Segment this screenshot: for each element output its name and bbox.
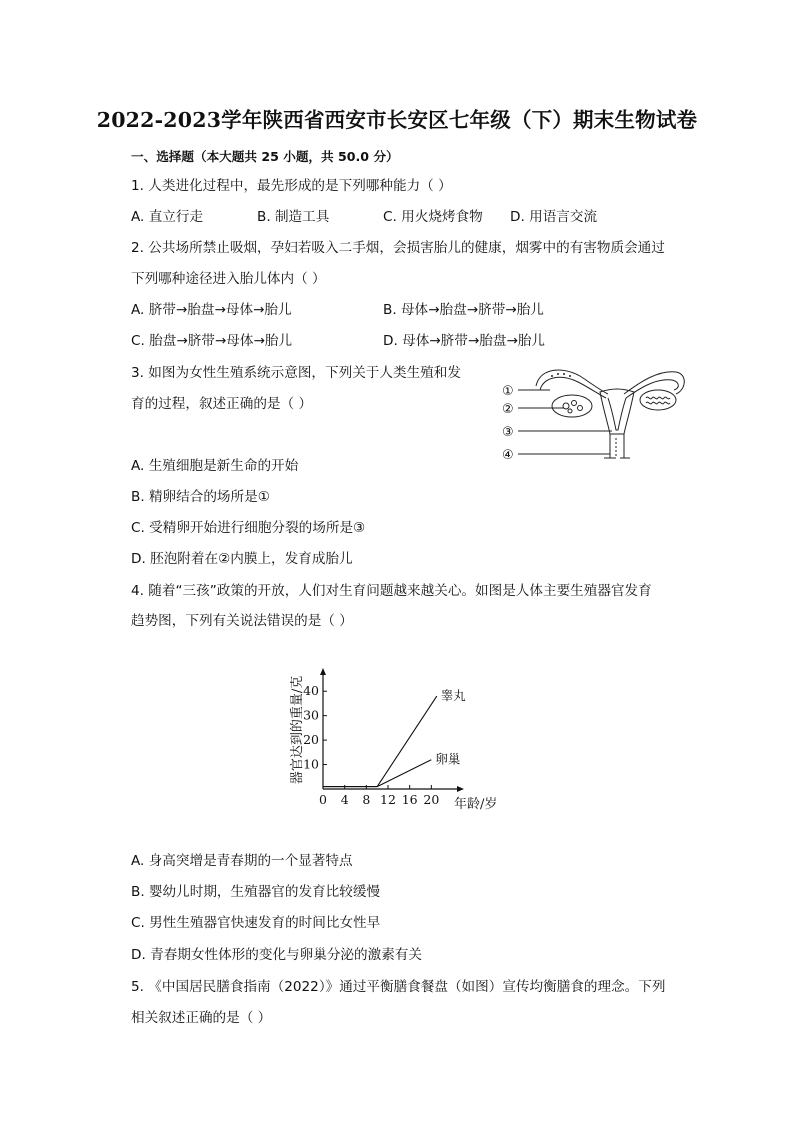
- section-heading: 一、选择题（本大题共 25 小题，共 50.0 分）: [131, 149, 399, 164]
- chart-y-axis-label: 器官达到的重量/克: [290, 675, 305, 785]
- question-4-stem-line1: 4. 随着“三孩”政策的开放，人们对生育问题越来越关心。如图是人体主要生殖器官发育: [131, 583, 652, 599]
- q3-option-d[interactable]: D. 胚泡附着在②内膜上，发育成胎儿: [131, 551, 353, 567]
- question-2-stem-line1: 2. 公共场所禁止吸烟，孕妇若吸入二手烟，会损害胎儿的健康，烟雾中的有害物质会通过: [131, 240, 665, 256]
- x-tick-label: 0: [319, 792, 327, 807]
- x-axis-arrow: [457, 786, 464, 792]
- diagram-label-1: ①: [502, 384, 514, 399]
- q2-option-c[interactable]: C. 胎盘→脐带→母体→胎儿: [131, 333, 293, 349]
- question-5-stem-line1: 5. 《中国居民膳食指南（2022）》通过平衡膳食餐盘（如图）宣传均衡膳食的理念。下列: [131, 979, 666, 995]
- y-tick-label: 20: [303, 732, 319, 748]
- series-label-2: 卵巢: [435, 751, 461, 767]
- diagram-label-2: ②: [502, 402, 514, 417]
- y-axis-arrow: [320, 668, 326, 675]
- q3-option-c[interactable]: C. 受精卵开始进行细胞分裂的场所是③: [131, 520, 366, 536]
- q1-option-c[interactable]: C. 用火烧烤食物: [383, 209, 483, 225]
- question-3-stem-line2: 育的过程，叙述正确的是（ ）: [131, 396, 313, 412]
- question-2-stem-line2: 下列哪种途径进入胎儿体内（ ）: [131, 271, 326, 287]
- x-tick-label: 12: [380, 792, 396, 807]
- female-reproductive-system-diagram: [500, 364, 692, 464]
- diagram-label-4: ④: [502, 448, 514, 463]
- series-line-1: [323, 696, 437, 787]
- question-5-stem-line2: 相关叙述正确的是（ ）: [131, 1010, 272, 1026]
- q2-option-a[interactable]: A. 脐带→胎盘→母体→胎儿: [131, 302, 292, 318]
- q1-option-d[interactable]: D. 用语言交流: [510, 209, 598, 225]
- q4-option-c[interactable]: C. 男性生殖器官快速发育的时间比女性早: [131, 915, 381, 931]
- q4-option-d[interactable]: D. 青春期女性体形的变化与卵巢分泌的激素有关: [131, 947, 422, 963]
- series-label-1: 睾丸: [440, 688, 466, 704]
- x-tick-label: 20: [423, 792, 440, 807]
- q2-option-d[interactable]: D. 母体→脐带→胎盘→胎儿: [383, 333, 546, 349]
- organ-development-chart: [282, 662, 512, 812]
- q3-option-a[interactable]: A. 生殖细胞是新生命的开始: [131, 458, 299, 474]
- x-tick-label: 16: [401, 792, 418, 807]
- chart-x-axis-label: 年龄/岁: [454, 797, 498, 812]
- x-tick-label: 4: [340, 792, 349, 807]
- y-tick-label: 10: [303, 756, 319, 772]
- q4-option-b[interactable]: B. 婴幼儿时期，生殖器官的发育比较缓慢: [131, 884, 381, 900]
- question-4-stem-line2: 趋势图，下列有关说法错误的是（ ）: [131, 613, 353, 629]
- y-tick-label: 30: [303, 707, 319, 723]
- q3-option-b[interactable]: B. 精卵结合的场所是①: [131, 489, 270, 505]
- diagram-label-3: ③: [502, 425, 514, 440]
- question-1-stem: 1. 人类进化过程中，最先形成的是下列哪种能力（ ）: [131, 178, 452, 194]
- y-tick-label: 40: [303, 683, 319, 699]
- q1-option-a[interactable]: A. 直立行走: [131, 209, 204, 225]
- x-tick-label: 8: [362, 792, 371, 807]
- question-3-stem-line1: 3. 如图为女性生殖系统示意图，下列关于人类生殖和发: [131, 365, 461, 381]
- q1-option-b[interactable]: B. 制造工具: [257, 209, 330, 225]
- q2-option-b[interactable]: B. 母体→胎盘→脐带→胎儿: [383, 302, 544, 318]
- series-line-2: [323, 760, 431, 787]
- page-title: 2022-2023学年陕西省西安市长安区七年级（下）期末生物试卷: [96, 108, 698, 132]
- q4-option-a[interactable]: A. 身高突增是青春期的一个显著特点: [131, 853, 353, 869]
